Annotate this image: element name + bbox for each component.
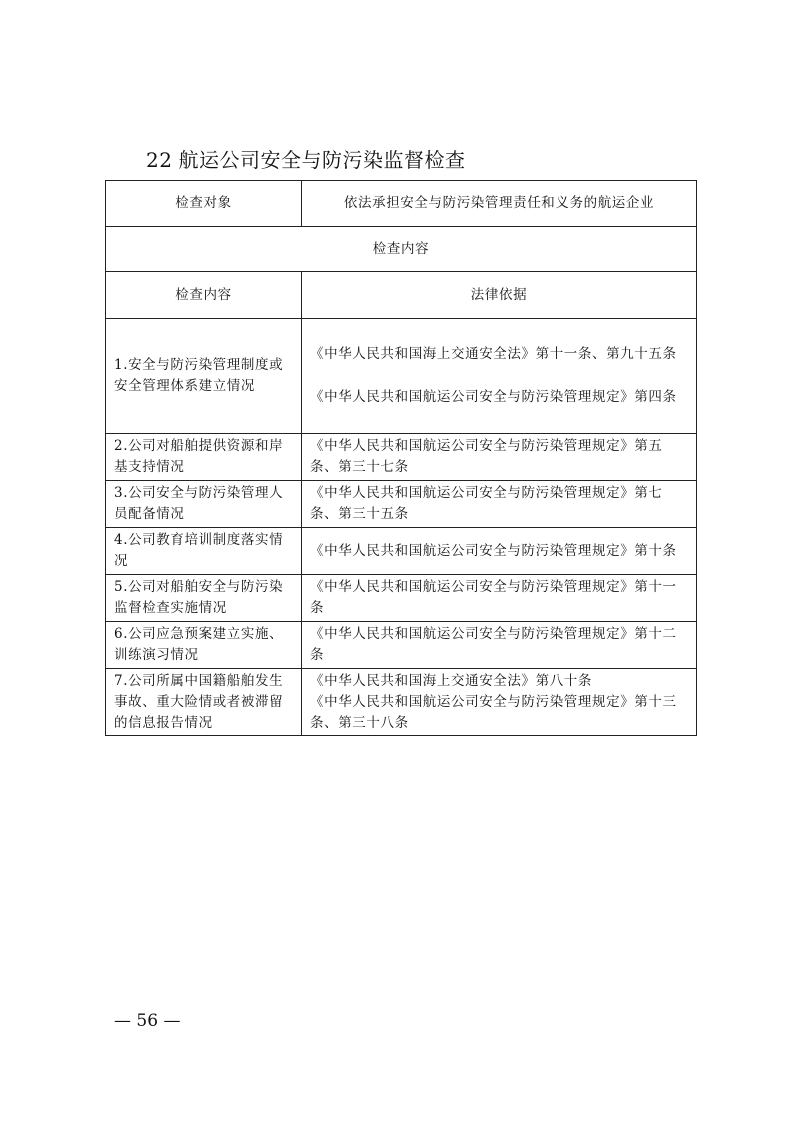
table-row — [106, 434, 697, 481]
row-content: 1.安全与防污染管理制度或安全管理体系建立情况 — [106, 319, 302, 434]
basis-line: 《中华人民共和国海上交通安全法》第十一条、第九十五条 — [310, 346, 677, 362]
row-basis — [302, 528, 697, 575]
basis-line: 《中华人民共和国航运公司安全与防污染管理规定》第四条 — [310, 389, 677, 405]
row-basis — [302, 434, 697, 481]
table-row — [106, 575, 697, 622]
column-header-basis: 法律依据 — [302, 272, 697, 319]
row-content: 7.公司所属中国籍船舶发生事故、重大险情或者被滞留的信息报告情况 — [106, 669, 302, 736]
row-content: 3.公司安全与防污染管理人员配备情况 — [106, 481, 302, 528]
page-number: — 56 — — [114, 1011, 181, 1031]
row-basis — [302, 481, 697, 528]
inspection-table — [105, 180, 697, 736]
row-content: 2.公司对船舶提供资源和岸基支持情况 — [106, 434, 302, 481]
table-row — [106, 481, 697, 528]
basis-line: 《中华人民共和国航运公司安全与防污染管理规定》第十三条、第三十八条 — [310, 693, 677, 731]
basis-line: 《中华人民共和国航运公司安全与防污染管理规定》第五条、第三十七条 — [310, 438, 663, 475]
basis-line: 《中华人民共和国海上交通安全法》第八十条 — [310, 672, 592, 689]
column-header-content: 检查内容 — [106, 272, 302, 319]
document-heading — [146, 144, 465, 173]
row-basis — [302, 575, 697, 622]
inspection-target-label: 检查对象 — [106, 181, 302, 227]
section-title-row — [106, 227, 697, 272]
basis-line: 《中华人民共和国航运公司安全与防污染管理规定》第十条 — [310, 542, 677, 559]
table-row — [106, 528, 697, 575]
section-title: 检查内容 — [106, 227, 697, 272]
column-header-row — [106, 272, 697, 319]
basis-line: 《中华人民共和国航运公司安全与防污染管理规定》第十二条 — [310, 626, 677, 663]
row-basis — [302, 319, 697, 434]
inspection-target-row — [106, 181, 697, 227]
row-content: 4.公司教育培训制度落实情况 — [106, 528, 302, 575]
row-basis — [302, 669, 697, 736]
table-row — [106, 622, 697, 669]
row-content: 5.公司对船舶安全与防污染监督检查实施情况 — [106, 575, 302, 622]
heading-number: 22 — [146, 148, 173, 172]
table-row — [106, 319, 697, 434]
row-content: 6.公司应急预案建立实施、训练演习情况 — [106, 622, 302, 669]
heading-text: 航运公司安全与防污染监督检查 — [178, 148, 466, 172]
basis-line: 《中华人民共和国航运公司安全与防污染管理规定》第七条、第三十五条 — [310, 485, 663, 522]
basis-line: 《中华人民共和国航运公司安全与防污染管理规定》第十一条 — [310, 579, 677, 616]
inspection-target-value: 依法承担安全与防污染管理责任和义务的航运企业 — [302, 181, 697, 227]
row-basis — [302, 622, 697, 669]
table-row — [106, 669, 697, 736]
